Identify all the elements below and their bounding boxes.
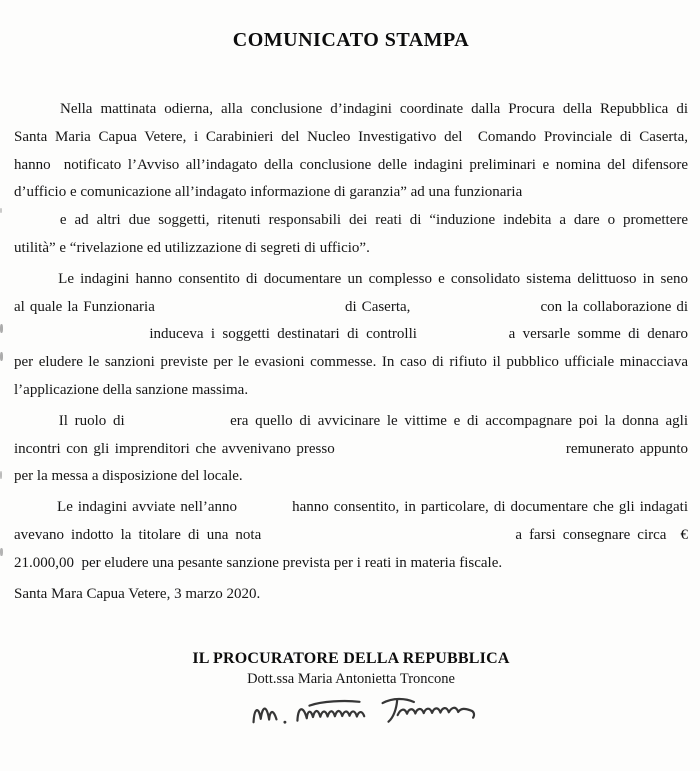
text-line (14, 349, 688, 377)
text-line (14, 463, 688, 491)
redaction-gap (340, 452, 560, 453)
scan-artifact (0, 548, 3, 556)
text-segment: a farsi consegnare circa € (515, 526, 688, 543)
text-segment: induceva i soggetti destinatari di controlli (149, 326, 417, 343)
paragraph (14, 494, 688, 577)
text-line (14, 266, 688, 294)
text-segment: Il ruolo di (58, 412, 125, 429)
text-line (14, 124, 688, 152)
text-segment: Nella mattinata odierna, alla conclusione d’indagini coordinate dalla Procura della Repubblica di (59, 101, 688, 117)
text-segment: e ad altri due soggetti, ritenuti responsabili dei reati di “induzione indebita a dare o promettere (59, 212, 688, 229)
text-line (14, 235, 688, 263)
redaction-gap (14, 282, 52, 283)
redaction-gap (14, 112, 52, 113)
handwritten-signature (40, 691, 688, 729)
redaction-gap (14, 424, 52, 425)
text-segment: era quello di avvicinare le vittime e di accompagnare poi la donna agli (230, 412, 688, 429)
text-segment: di Caserta, (344, 298, 411, 315)
redaction-gap (424, 337, 501, 338)
text-segment: 21.000,00 per eludere una pesante sanzione prevista per i reati in materia fiscale. (14, 554, 503, 571)
text-segment: l’applicazione della sanzione massima. (14, 381, 249, 398)
document-title: COMUNICATO STAMPA (232, 29, 470, 51)
text-line (14, 179, 688, 207)
text-segment: avevano indotto la titolare di una nota (14, 526, 262, 543)
text-segment: utilità” e “rivelazione ed utilizzazione di segreti di ufficio”. (14, 239, 370, 256)
text-line (14, 207, 688, 235)
text-segment: al quale la Funzionaria (14, 298, 155, 315)
scan-artifact (0, 352, 3, 361)
paragraph (14, 266, 688, 405)
text-line (14, 494, 688, 522)
text-line (14, 294, 688, 322)
redaction-gap (268, 538, 508, 539)
text-segment: hanno notificato l’Avviso all’indagato della conclusione delle indagini preliminari e nomina del difensore (14, 156, 688, 173)
signature-block (14, 648, 688, 729)
redaction-gap (415, 310, 535, 311)
paragraph (14, 408, 688, 491)
text-line (14, 408, 688, 436)
text-line (14, 436, 688, 464)
text-segment: per la messa a disposizione del locale. (14, 468, 243, 485)
date-text: Santa Mara Capua Vetere, 3 marzo 2020. (14, 585, 261, 602)
scan-artifact (0, 324, 3, 333)
scan-artifact (0, 208, 2, 213)
text-segment: con la collaborazione di (540, 298, 688, 315)
text-segment: Le indagini avviate nell’anno (57, 499, 238, 516)
signer-name: Dott.ssa Maria Antonietta Troncone (247, 671, 455, 688)
signer-role: IL PROCURATORE DELLA REPUBBLICA (192, 650, 510, 668)
text-segment: a versarle somme di denaro (508, 326, 688, 343)
document-page (0, 28, 700, 729)
redaction-gap (14, 510, 52, 511)
text-segment: d’ufficio e comunicazione all’indagato informazione di garanzia” ad una funzionaria (14, 184, 523, 201)
text-segment: Santa Maria Capua Vetere, i Carabinieri del Nucleo Investigativo del Comando Provinciale di Caserta, (14, 128, 688, 145)
text-line (14, 321, 688, 349)
paragraph (14, 96, 688, 263)
redaction-gap (160, 310, 340, 311)
redaction-gap (242, 510, 287, 511)
text-segment: remunerato appunto (565, 440, 688, 457)
text-segment: Le indagini hanno consentito di documentare un complesso e consolidato sistema delittuoso in seno (58, 270, 688, 287)
redaction-gap (131, 424, 223, 425)
date-line (14, 581, 688, 609)
redaction-gap (14, 337, 142, 338)
text-line (14, 377, 688, 405)
text-segment: incontri con gli imprenditori che avvenivano presso (14, 440, 335, 457)
document-body (14, 96, 688, 578)
signature-icon (248, 687, 479, 733)
redaction-gap (14, 223, 52, 224)
scan-artifact (0, 471, 2, 479)
text-line (14, 550, 688, 578)
text-segment: hanno consentito, in particolare, di documentare che gli indagati (292, 499, 688, 516)
text-line (14, 522, 688, 550)
text-line (14, 96, 688, 124)
text-line (14, 152, 688, 180)
text-segment: per eludere le sanzioni previste per le evasioni commesse. In caso di rifiuto il pubblico ufficiale minacciava (14, 354, 688, 371)
